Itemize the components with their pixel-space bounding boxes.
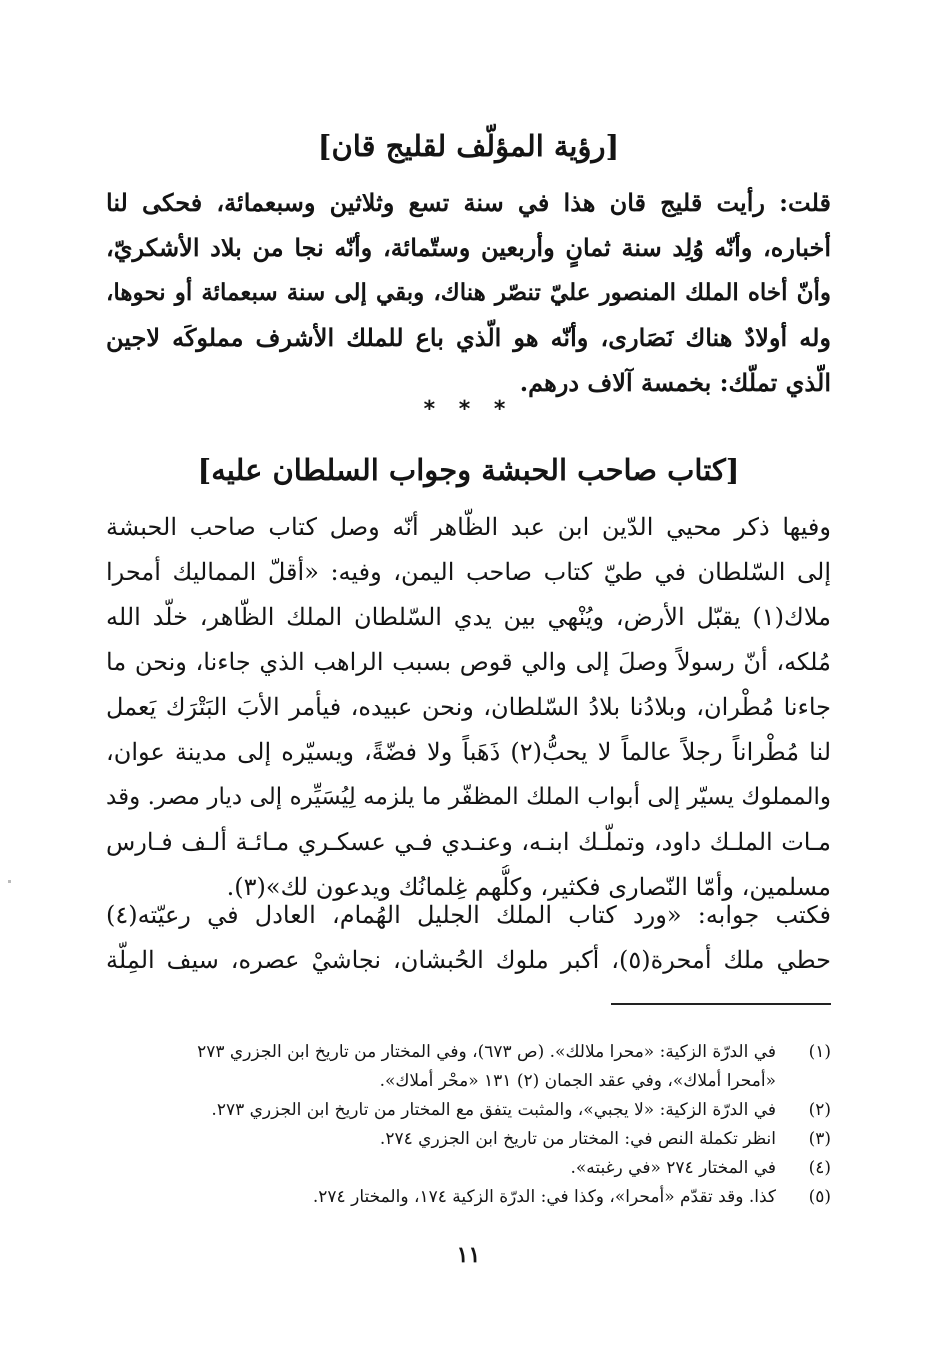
footnotes-section: [106, 1038, 831, 1212]
text-line: وأنّ أخاه الملك المنصور عليّ تنصّر هناك، وبقي إلى سنة سبعمائة أو نحوها،: [106, 279, 831, 306]
footnote: [106, 1125, 831, 1154]
footnote-line: «أمحرا أملاك»، وفي عقد الجمان (٢) ١٣١ «محْر أملاك».: [379, 1071, 776, 1091]
footnote-line: في الدرّة الزكية: «محرا ملالك». (ص ٦٧٣)، وفي المختار من تاريخ ابن الجزري ٢٧٣: [197, 1042, 776, 1062]
footnote: [106, 1154, 831, 1183]
text-line: وفيها ذكر محيي الدّين ابن عبد الظّاهر أنّه وصل كتاب صاحب الحبشة: [106, 513, 831, 541]
text-line: حطي ملك أمحرة(٥)، أكبر ملوك الحُبشان، نجاشيْ عصره، سيف المِلّة: [106, 946, 831, 974]
text-line: مـات الملـك داود، وتملّـك ابنـه، وعنـدي فـي عسكـري مـائـة ألـف فـارس: [106, 828, 831, 856]
text-line: مُلكه، أنّ رسولاً وصلَ إلى والي قوص بسبب الراهب الذي جاءنا، ونحن ما: [106, 648, 831, 676]
footnote-number: (٢): [808, 1100, 831, 1120]
section-heading-author-vision: [رؤية المؤلّف لقليج قان]: [317, 129, 620, 163]
text-line: ملاك(١) يقبّل الأرض، ويُنْهي بين يدي السّلطان الملك الظّاهر، خلّد الله: [106, 603, 831, 631]
scan-speck: [8, 880, 11, 883]
section-separator: * * *: [423, 397, 514, 422]
text-line: فكتب جوابه: «ورد كتاب الملك الجليل الهُمام، العادل في رعيّته(٤): [106, 901, 831, 929]
text-line: الّذي تملّك: بخمسة آلاف درهم.: [519, 368, 831, 397]
text-line: قلت: رأيت قليج قان هذا في سنة تسع وثلاثين وسبعمائة، فحكى لنا: [106, 188, 831, 217]
footnote-number: (٤): [808, 1158, 831, 1178]
text-line: وله أولادٌ هناك نَصَارى، وأنّه هو الّذي باع للملك الأشرف مملوكَه لاجين: [106, 323, 831, 352]
footnote-divider: [611, 1003, 831, 1005]
footnote-text: [106, 1096, 776, 1125]
footnote-line: في المختار ٢٧٤ «في رغبته».: [570, 1158, 776, 1178]
text-line: لنا مُطْراناً رجلاً عالماً لا يحبُّ(٢) ذَهَباً ولا فضّةً، ويسيّره إلى مدينة عوان،: [106, 738, 831, 766]
paragraph-author-vision: [106, 180, 831, 405]
footnote-text: [106, 1183, 776, 1212]
text-line: جاءنا مُطْران، وبلادُنا بلادُ السّلطان، ونحن عبيده، فيأمر الأبَ البَتْرَك يَعمل: [106, 693, 831, 721]
footnote: [106, 1096, 831, 1125]
page-number: ١١: [456, 1242, 481, 1268]
text-line: أخباره، وأنّه وُلِد سنة ثمانٍ وأربعين وستّمائة، وأنّه نجا من بلاد الأشكريّ،: [106, 233, 831, 262]
footnote-text: [106, 1038, 776, 1096]
footnote: [106, 1183, 831, 1212]
paragraph-sultan-reply: [106, 893, 831, 983]
footnote-number: (١): [808, 1042, 831, 1062]
footnote-number: (٣): [808, 1129, 831, 1149]
footnote-line: انظر تكملة النص في: المختار من تاريخ ابن الجزري ٢٧٤.: [379, 1129, 776, 1149]
footnote: [106, 1038, 831, 1096]
paragraph-abyssinia-letter: [106, 505, 831, 910]
section-heading-abyssinia-letter: [كتاب صاحب الحبشة وجواب السلطان عليه]: [197, 453, 740, 487]
footnote-line: كذا. وقد تقدّم «أمحرا»، وكذا في: الدرّة الزكية ١٧٤، والمختار ٢٧٤.: [312, 1187, 776, 1207]
footnote-line: في الدرّة الزكية: «لا يجبي»، والمثبت يتفق مع المختار من تاريخ ابن الجزري ٢٧٣.: [211, 1100, 776, 1120]
text-line: إلى السّلطان في طيّ كتاب صاحب اليمن، وفيه: «أقلّ المماليك أمحرا: [106, 558, 831, 586]
text-line: مسلمين، وأمّا النّصارى فكثير، وكلُّهم غِلمانُك ويدعون لك»(٣).: [226, 873, 831, 901]
footnote-number: (٥): [808, 1187, 831, 1207]
footnote-text: [106, 1125, 776, 1154]
footnote-text: [106, 1154, 776, 1183]
text-line: والمملوك يسيّر إلى أبواب الملك المظفّر ما يلزمه لِيُسَيِّره إلى ديار مصر. وقد: [106, 784, 831, 810]
